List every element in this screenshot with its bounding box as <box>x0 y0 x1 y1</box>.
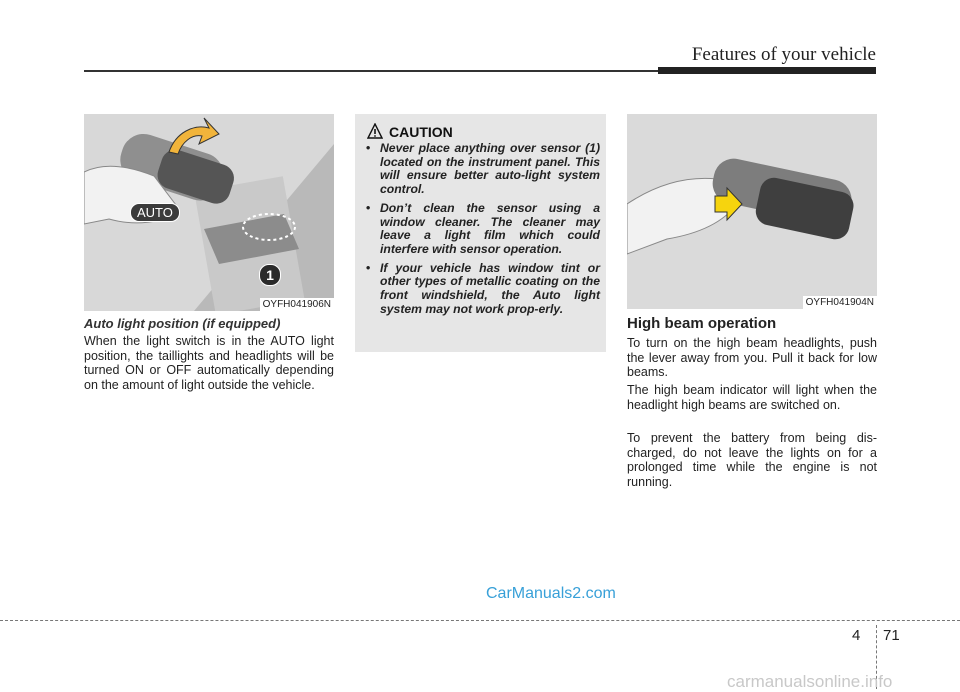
high-beam-paragraph: To turn on the high beam headlights, push the lever away from you. Pull it back for low beams. <box>627 336 877 380</box>
header-rule-accent <box>658 67 876 74</box>
section-number: 4 <box>852 627 861 644</box>
caution-list <box>366 142 600 321</box>
caution-item: • Don’t clean the sensor using a window cleaner. The cleaner may leave a light film which could interfere with sensor operation. <box>366 200 600 256</box>
light-switch-illustration <box>84 114 334 311</box>
auto-light-paragraph: When the light switch is in the AUTO light position, the taillights and headlights will be turned ON or OFF automatically depending on the amount of light outside the vehicle. <box>84 334 334 392</box>
caution-title: CAUTION <box>389 124 453 140</box>
high-beam-illustration <box>627 114 877 309</box>
figure-code: OYFH041904N <box>803 296 877 309</box>
figure-auto-light <box>84 114 334 311</box>
caution-item: • Never place anything over sensor (1) located on the instrument panel. This will ensure better auto-light system control. <box>366 141 600 197</box>
high-beam-paragraph: To prevent the battery from being dis-charged, do not leave the lights on for a prolonged time while the engine is not running. <box>627 431 877 489</box>
high-beam-paragraph: The high beam indicator will light when the headlight high beams are switched on. <box>627 383 877 412</box>
footer-rule <box>0 620 960 621</box>
figure-code: OYFH041906N <box>260 298 334 311</box>
page-number: 71 <box>883 627 900 644</box>
section-heading: High beam operation <box>627 315 777 332</box>
warning-triangle-icon <box>367 123 383 139</box>
header-title: Features of your vehicle <box>691 44 876 65</box>
figure-high-beam <box>627 114 877 309</box>
caution-item: • If your vehicle has window tint or other types of metallic coating on the front windshield, the Auto light system may not work prop-erly. <box>366 260 600 316</box>
auto-label: AUTO <box>130 203 180 222</box>
sensor-callout: 1 <box>259 264 281 286</box>
figure-caption: Auto light position (if equipped) <box>84 316 281 331</box>
watermark-bottom: carmanualsonline.info <box>727 672 893 691</box>
caution-box <box>355 114 606 352</box>
watermark-link[interactable]: CarManuals2.com <box>486 585 616 602</box>
